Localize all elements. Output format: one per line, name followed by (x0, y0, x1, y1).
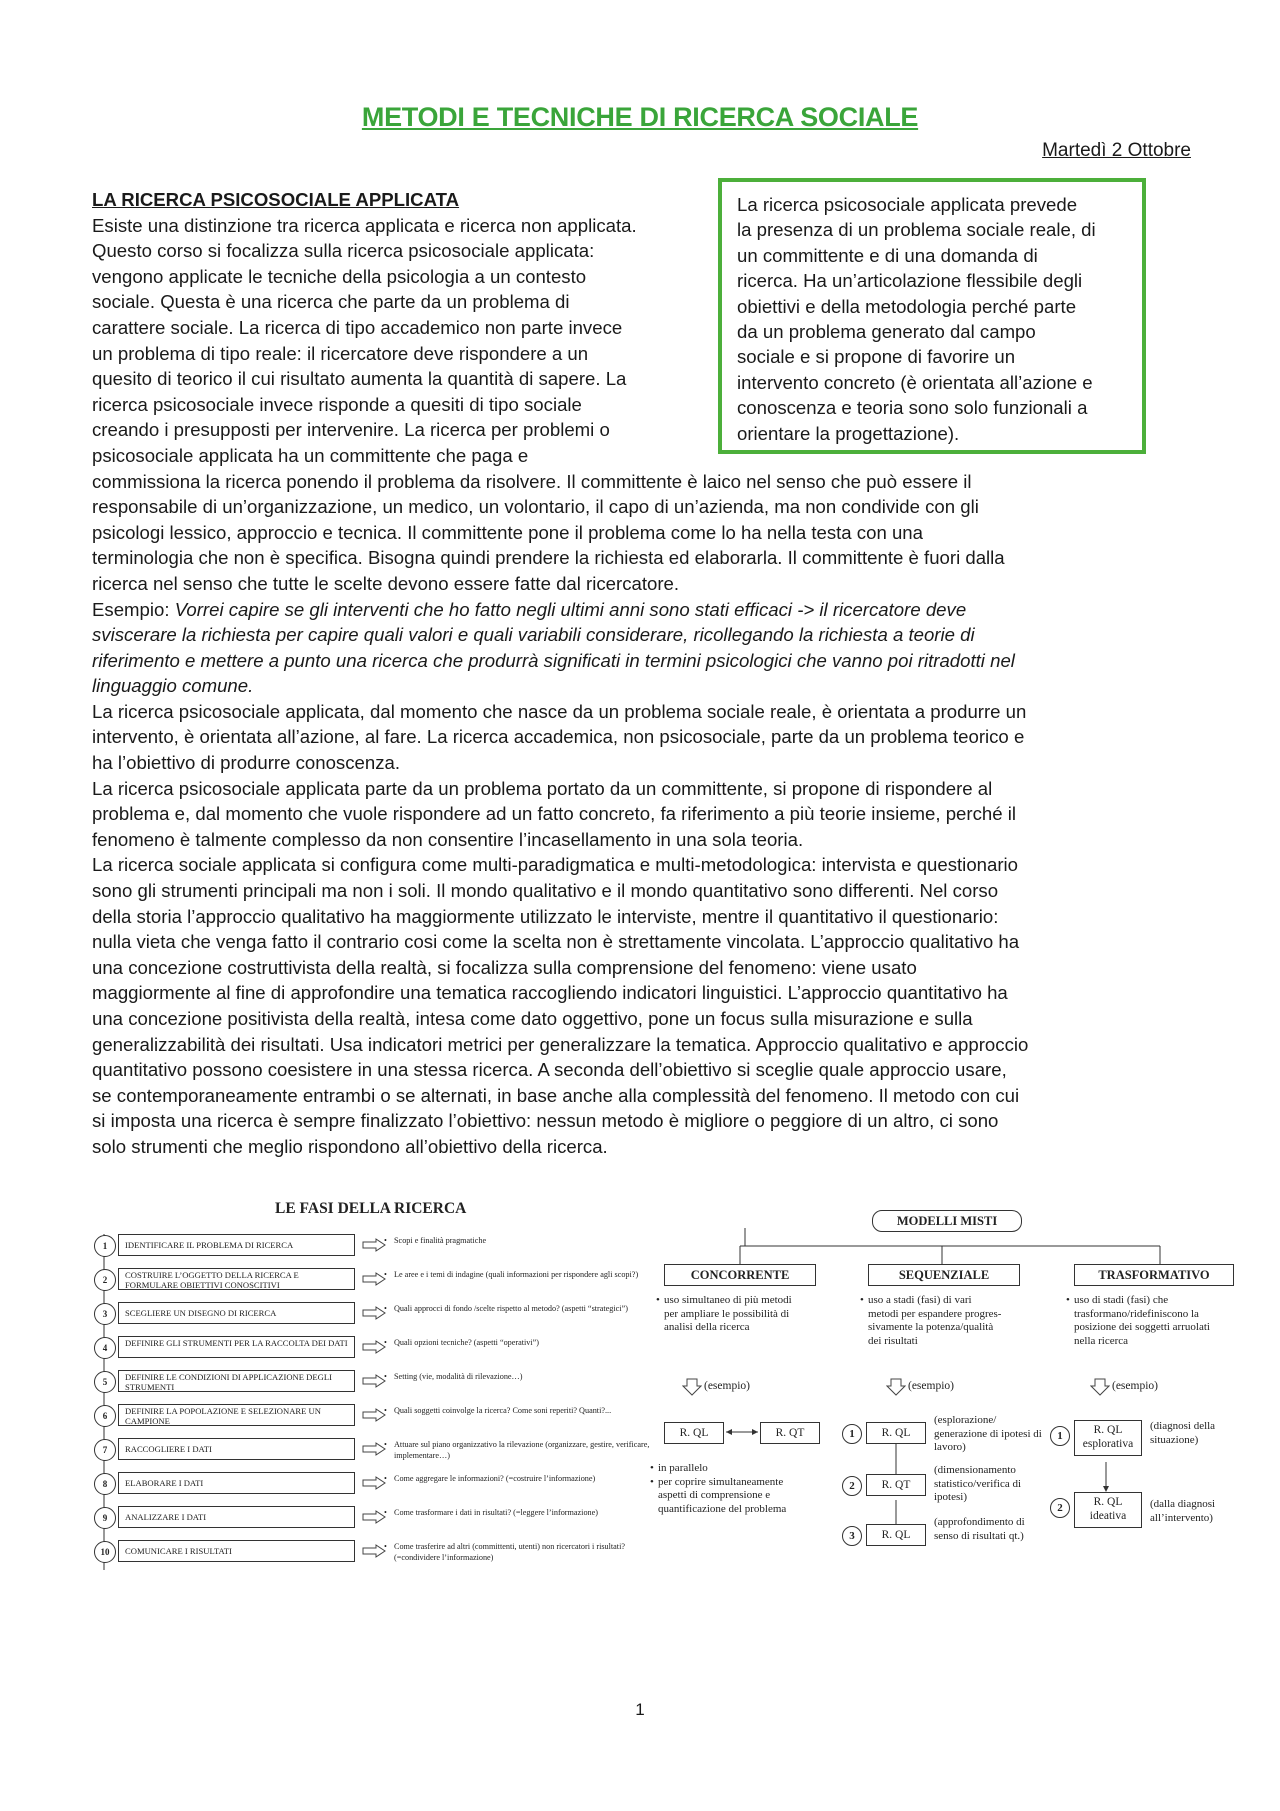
step-label: DEFINIRE LA POPOLAZIONE E SELEZIONARE UN CAMPIONE (118, 1404, 355, 1426)
desc-line: dei risultati (868, 1334, 918, 1347)
sequenziale-title: SEQUENZIALE (868, 1264, 1020, 1286)
example-label: (esempio) (1112, 1380, 1158, 1392)
concorrente-ql-box: R. QL (664, 1422, 724, 1444)
lecture-date: Martedì 2 Ottobre (1042, 140, 1191, 161)
callout-line: La ricerca psicosociale applicata prevede (737, 194, 1078, 215)
text-line: generalizzabilità dei risultati. Usa indicatori metrici per generalizzare la tematica. Approccio qualitativo e approccio (92, 1033, 1029, 1055)
step-number: 8 (94, 1473, 116, 1495)
text-line: della storia l’approccio qualitativo ha maggiormente utilizzato le interviste, mentre il quantitativo il questionario: (92, 905, 999, 927)
callout-line: intervento concreto (è orientata all’azione e (737, 371, 1093, 393)
step-number: 1 (94, 1235, 116, 1257)
phase-step (90, 1370, 650, 1394)
text-line: maggiormente al fine di approfondire una tematica raccogliendo indicatori linguistici. L’approccio quantitativo ha (92, 982, 1008, 1004)
desc-line: trasformano/ridefiniscono la (1074, 1307, 1199, 1320)
right-arrow-icon (362, 1408, 386, 1422)
text-line: intervento, è orientata all’azione, al fare. La ricerca accademica, non psicosociale, parte da un problema teorico e (92, 726, 1025, 748)
step-number: 9 (94, 1507, 116, 1529)
step-label: SCEGLIERE UN DISEGNO DI RICERCA (118, 1302, 355, 1324)
trans-box-title: R. QL (1093, 1424, 1123, 1436)
text-line: psicosociale applicata ha un committente che paga e (92, 444, 529, 466)
right-arrow-icon (362, 1238, 386, 1252)
text-line: Questo corso si focalizza sulla ricerca psicosociale applicata: (92, 240, 595, 262)
callout-line: conoscenza e teoria sono solo funzionali a (737, 397, 1088, 419)
down-arrow-icon (682, 1378, 702, 1396)
text-line: La ricerca psicosociale applicata parte da un problema portato da un committente, si propone di rispondere al (92, 777, 993, 799)
example-text: Vorrei capire se gli interventi che ho fatto negli ultimi anni sono stati efficaci -> il ricercatore deve (174, 598, 967, 620)
phase-step (90, 1268, 650, 1292)
callout-line: da un problema generato dal campo (737, 321, 1036, 343)
text-line: vengono applicate le tecniche della psicologia a un contesto (92, 265, 587, 287)
text-line: commissiona la ricerca ponendo il problema da risolvere. Il committente è laico nel senso che può essere il (92, 470, 972, 492)
text-line: quantitativo possono coesistere in una stessa ricerca. A seconda dell’obiettivo si sceglie quale approccio usare, (92, 1059, 1007, 1081)
trans-step-number: 2 (1050, 1498, 1070, 1518)
right-arrow-icon (362, 1510, 386, 1524)
text-line: La ricerca psicosociale applicata, dal momento che nasce da un problema sociale reale, è orientata a produrre un (92, 700, 1027, 722)
text-line: se contemporaneamente entrambi o se alternati, in base anche alla complessità del fenomeno. Il metodo con cui (92, 1084, 1020, 1106)
text-line: sociale. Questa è una ricerca che parte da un problema di (92, 291, 570, 313)
step-note: • Quali soggetti coinvolge la ricerca? Come soni reperiti? Quanti?... (394, 1406, 650, 1417)
right-arrow-icon (362, 1374, 386, 1388)
example-label: (esempio) (908, 1380, 954, 1392)
step-number: 10 (94, 1541, 116, 1563)
callout-line: ricerca. Ha un’articolazione flessibile degli (737, 270, 1083, 292)
desc-line: • uso di stadi (fasi) che (1066, 1294, 1210, 1308)
text-line: un problema di tipo reale: il ricercatore deve rispondere a un (92, 342, 589, 364)
seq-step-number: 1 (842, 1424, 862, 1444)
seq-step-note: (esplorazione/ generazione di ipotesi di lavoro) (934, 1414, 1042, 1453)
trans-step-note: (dalla diagnosi all’intervento) (1150, 1498, 1216, 1524)
section-heading: LA RICERCA PSICOSOCIALE APPLICATA (92, 189, 460, 210)
step-note: • Quali approcci di fondo /scelte rispetto al metodo? (aspetti “strategici”) (394, 1304, 650, 1315)
seq-step-note: (approfondimento di senso di risultati qt.) (934, 1516, 1025, 1542)
step-label: COSTRUIRE L’OGGETTO DELLA RICERCA E FORMULARE OBIETTIVI CONOSCITIVI (118, 1268, 355, 1290)
step-label: IDENTIFICARE IL PROBLEMA DI RICERCA (118, 1234, 355, 1256)
step-note: • Come trasferire ad altri (committenti, utenti) non ricercatori i risultati? (=condividere l’informazione) (394, 1542, 650, 1563)
phase-step (90, 1472, 650, 1496)
text-line: ricerca psicosociale invece risponde a quesiti di tipo sociale (92, 393, 582, 415)
right-arrow-icon (362, 1340, 386, 1354)
text-line: Esiste una distinzione tra ricerca applicata e ricerca non applicata. (92, 214, 637, 236)
research-diagram (90, 1200, 1250, 1600)
callout-line: sociale e si propone di favorire un (737, 346, 1016, 368)
phase-step (90, 1234, 650, 1258)
seq-step-note: (dimensionamento statistico/verifica di ipotesi) (934, 1464, 1022, 1503)
text-line: carattere sociale. La ricerca di tipo accademico non parte invece (92, 316, 623, 338)
text-line: problema e, dal momento che vuole rispondere ad un fatto concreto, fa riferimento a più teorie insieme, perché il (92, 803, 1016, 825)
callout-line: la presenza di un problema sociale reale, di (737, 219, 1096, 241)
step-label: DEFINIRE LE CONDIZIONI DI APPLICAZIONE DEGLI STRUMENTI (118, 1370, 355, 1392)
step-number: 5 (94, 1371, 116, 1393)
down-arrow-icon (886, 1378, 906, 1396)
step-number: 3 (94, 1303, 116, 1325)
seq-step-number: 3 (842, 1526, 862, 1546)
sequenziale-description (860, 1294, 1001, 1348)
mixed-models-title: MODELLI MISTI (872, 1210, 1022, 1232)
right-arrow-icon (362, 1306, 386, 1320)
page-number: 1 (635, 1700, 645, 1719)
step-note: • Quali opzioni tecniche? (aspetti “operativi”) (394, 1338, 650, 1349)
text-line: si imposta una ricerca è sempre finalizzato l’obiettivo: nessun metodo è migliore o peggiore di un altro, ci sono (92, 1110, 999, 1132)
body-text (92, 187, 1192, 1160)
text-line: solo strumenti che meglio rispondono all’obiettivo della ricerca. (92, 1135, 608, 1157)
trans-step-number: 1 (1050, 1426, 1070, 1446)
seq-step-box: R. QL (866, 1524, 926, 1546)
callout-line: obiettivi e della metodologia perché parte (737, 295, 1077, 317)
trasformativo-title: TRASFORMATIVO (1074, 1264, 1234, 1286)
step-note: • Scopi e finalità pragmatiche (394, 1236, 650, 1247)
desc-line: per ampliare le possibilità di (664, 1307, 790, 1320)
example-line (92, 597, 1192, 623)
step-label: ANALIZZARE I DATI (118, 1506, 355, 1528)
desc-line: nella ricerca (1074, 1334, 1129, 1347)
desc-line: metodi per espandere progres- (868, 1307, 1002, 1320)
text-line: fenomeno è talmente complesso da non consentire l’incasellamento in una sola teoria. (92, 828, 804, 850)
note-line: • in parallelo (650, 1462, 810, 1476)
phase-step (90, 1302, 650, 1326)
down-arrow-icon (1090, 1378, 1110, 1396)
step-label: RACCOGLIERE I DATI (118, 1438, 355, 1460)
callout-line: un committente e di una domanda di (737, 244, 1038, 266)
phase-step (90, 1506, 650, 1530)
example-text: linguaggio comune. (92, 675, 254, 697)
right-arrow-icon (362, 1442, 386, 1456)
desc-line: sivamente la potenza/qualità (868, 1321, 994, 1333)
trans-box-sub: esplorativa (1082, 1438, 1134, 1450)
step-note: • Attuare sul piano organizzativo la rilevazione (organizzare, gestire, verificare, implementare…) (394, 1440, 650, 1461)
desc-line: posizione dei soggetti arruolati (1074, 1321, 1210, 1333)
step-number: 2 (94, 1269, 116, 1291)
phase-step (90, 1540, 650, 1564)
text-line: quesito di teorico il cui risultato aumenta la quantità di sapere. La (92, 368, 627, 390)
step-number: 6 (94, 1405, 116, 1427)
concorrente-qt-box: R. QT (760, 1422, 820, 1444)
text-line: terminologia che non è specifica. Bisogna quindi prendere la richiesta ed elaborarla. Il committente è fuori dalla (92, 547, 1005, 569)
note-line: • per coprire simultaneamente aspetti di comprensione e quantificazione del problema (650, 1476, 810, 1517)
desc-line: • uso a stadi (fasi) di vari (860, 1294, 1001, 1308)
step-note: • Setting (vie, modalità di rilevazione…) (394, 1372, 650, 1383)
text-line: ha l’obiettivo di produrre conoscenza. (92, 752, 401, 774)
trans-step-box (1074, 1492, 1142, 1528)
phase-step (90, 1438, 650, 1462)
trans-box-title: R. QL (1093, 1496, 1123, 1508)
step-note: • Le aree e i temi di indagine (quali informazioni per rispondere agli scopi?) (394, 1270, 650, 1281)
step-label: ELABORARE I DATI (118, 1472, 355, 1494)
text-line: creando i presupposti per intervenire. La ricerca per problemi o (92, 419, 610, 441)
trans-step-box (1074, 1420, 1142, 1456)
step-note: • Come trasformare i dati in risultati? (=leggere l’informazione) (394, 1508, 650, 1519)
step-number: 4 (94, 1337, 116, 1359)
right-arrow-icon (362, 1476, 386, 1490)
trans-box-sub: ideativa (1089, 1510, 1127, 1522)
step-label: COMUNICARE I RISULTATI (118, 1540, 355, 1562)
example-label: Esempio: (92, 598, 175, 620)
concorrente-notes (650, 1462, 810, 1516)
callout-line: orientare la progettazione). (737, 422, 960, 444)
text-line: responsabile di un’organizzazione, un medico, un volontario, il capo di un’azienda, ma non condivide con gli (92, 496, 979, 518)
phase-step (90, 1336, 650, 1360)
concorrente-description (656, 1294, 792, 1335)
text-line: psicologi lessico, approccio e tecnica. Il committente pone il problema come lo ha nella testa con una (92, 521, 923, 543)
concorrente-title: CONCORRENTE (664, 1264, 816, 1286)
phase-step (90, 1404, 650, 1428)
phases-title: LE FASI DELLA RICERCA (275, 1200, 467, 1217)
desc-line: analisi della ricerca (664, 1321, 750, 1333)
right-arrow-icon (362, 1544, 386, 1558)
example-label: (esempio) (704, 1380, 750, 1392)
trans-step-note: (diagnosi della situazione) (1150, 1420, 1216, 1446)
step-note: • Come aggregare le informazioni? (=costruire l’informazione) (394, 1474, 650, 1485)
seq-step-number: 2 (842, 1476, 862, 1496)
text-line: una concezione costruttivista della realtà, si focalizza sulla comprensione del fenomeno: viene usato (92, 956, 917, 978)
text-line: La ricerca sociale applicata si configura come multi-paradigmatica e multi-metodologica: intervista e questionario (92, 854, 1019, 876)
trasformativo-description (1066, 1294, 1210, 1348)
text-line: ricerca nel senso che tutte le scelte devono essere fatte dal ricercatore. (92, 572, 680, 594)
example-text: sviscerare la richiesta per capire quali valori e quali variabili considerare, ricollegando la richiesta a teorie di (92, 624, 975, 646)
page-title: METODI E TECNICHE DI RICERCA SOCIALE (361, 102, 919, 132)
seq-step-box: R. QL (866, 1422, 926, 1444)
text-line: nulla vieta che venga fatto il contrario cosi come la scelta non è strettamente vincolata. L’approccio qualitativo ha (92, 931, 1020, 953)
step-label: DEFINIRE GLI STRUMENTI PER LA RACCOLTA DEI DATI (118, 1336, 355, 1358)
text-line: una concezione positivista della realtà, intesa come dato oggettivo, pone un focus sulla misurazione e sulla (92, 1008, 973, 1029)
example-text: riferimento e mettere a punto una ricerca che produrrà significati in termini psicologici che vanno poi ritradotti nel (92, 649, 1015, 671)
step-number: 7 (94, 1439, 116, 1461)
seq-step-box: R. QT (866, 1474, 926, 1496)
desc-line: • uso simultaneo di più metodi (656, 1294, 792, 1308)
text-line: sono gli strumenti principali ma non i soli. Il mondo qualitativo e il mondo quantitativo sono differenti. Nel corso (92, 880, 999, 902)
right-arrow-icon (362, 1272, 386, 1286)
